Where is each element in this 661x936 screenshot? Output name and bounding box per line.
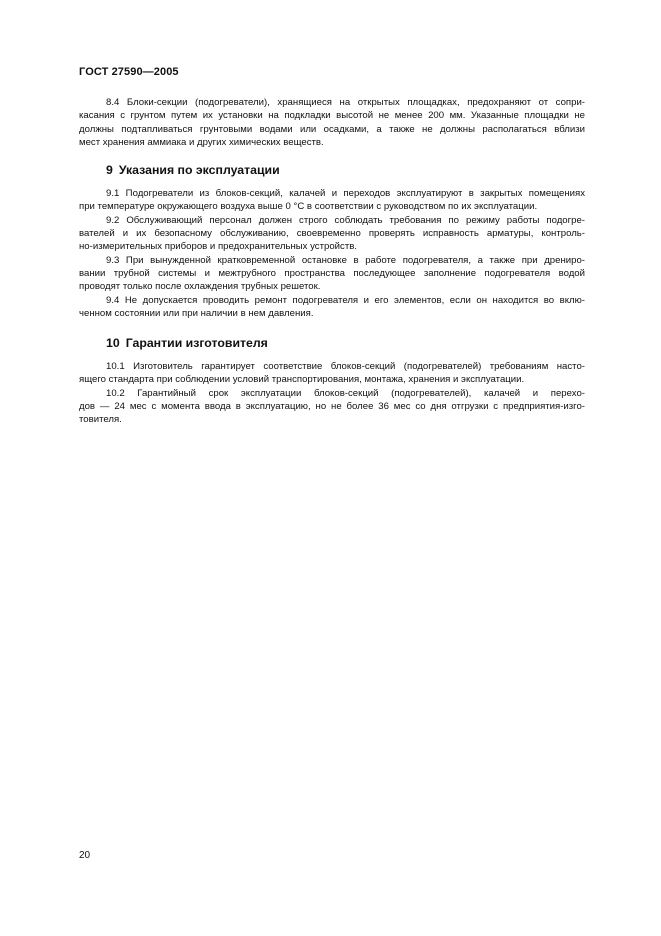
paragraph-9-4 [79, 294, 585, 321]
page-number: 20 [79, 850, 91, 861]
section-title: Указания по эксплуатации [118, 163, 280, 178]
paragraph-line: мест хранения аммиака и других химических веществ. [79, 136, 324, 148]
paragraph-9-1 [79, 187, 585, 214]
section-10-heading [79, 336, 585, 350]
section-9-heading [79, 163, 585, 177]
section-title: Гарантии изготовителя [125, 336, 268, 351]
document-body [79, 96, 585, 427]
paragraph-8-4 [79, 96, 585, 149]
section-number: 9 [106, 163, 113, 178]
paragraph-line: 9.3 При вынужденной кратковременной остановке в работе подогревателя, а также при дрениро- [106, 254, 585, 266]
paragraph-line: касания с грунтом путем их установки на подкладки высотой не менее 200 мм. Указанные площадки не [79, 110, 585, 122]
section-number: 10 [106, 336, 120, 351]
paragraph-line: 8.4 Блоки-секции (подогреватели), хранящиеся на открытых площадках, предохраняют от сопри- [106, 97, 585, 108]
paragraph-line: 10.1 Изготовитель гарантирует соответствие блоков-секций (подогревателей) требованиям насто- [106, 361, 585, 373]
document-code-header: ГОСТ 27590—2005 [79, 66, 179, 78]
paragraph-line: вателей и их безопасному обслуживанию, своевременно проверять исправность арматуры, контроль- [79, 228, 585, 240]
paragraph-line: 9.2 Обслуживающий персонал должен строго соблюдать требования по режиму работы подогре- [106, 214, 585, 226]
paragraph-9-2 [79, 214, 585, 254]
paragraph-9-3 [79, 254, 585, 294]
paragraph-line: проводят только после охлаждения трубных решеток. [79, 281, 321, 293]
paragraph-line: ченном состоянии или при наличии в нем давления. [79, 307, 314, 319]
paragraph-line: 10.2 Гарантийный срок эксплуатации блоков-секций (подогревателей), калачей и перехо- [106, 387, 585, 399]
paragraph-line: товителя. [79, 414, 122, 426]
paragraph-line: 9.4 Не допускается проводить ремонт подогревателя и его элементов, если он находится во вклю- [106, 294, 585, 306]
paragraph-line: 9.1 Подогреватели из блоков-секций, калачей и переходов эксплуатируют в закрытых помещениях [106, 188, 585, 200]
paragraph-line: но-измерительных приборов и предохранительных устройств. [79, 241, 357, 253]
paragraph-line: вании трубной системы и межтрубного пространства последующее заполнение подогревателя водой [79, 267, 585, 279]
paragraph-10-2 [79, 387, 585, 427]
paragraph-line: ящего стандарта при соблюдении условий транспортирования, монтажа, хранения и эксплуатации. [79, 374, 525, 386]
paragraph-line: должны подтапливаться грунтовыми водами или осадками, а также не должны располагаться вблизи [79, 123, 585, 135]
paragraph-line: при температуре окружающего воздуха выше 0 °С в соответствии с руководством по их эксплуатации. [79, 201, 538, 213]
paragraph-10-1 [79, 360, 585, 387]
paragraph-line: дов — 24 мес с момента ввода в эксплуатацию, но не более 36 мес со дня отгрузки с предприятия-изго- [79, 401, 585, 413]
